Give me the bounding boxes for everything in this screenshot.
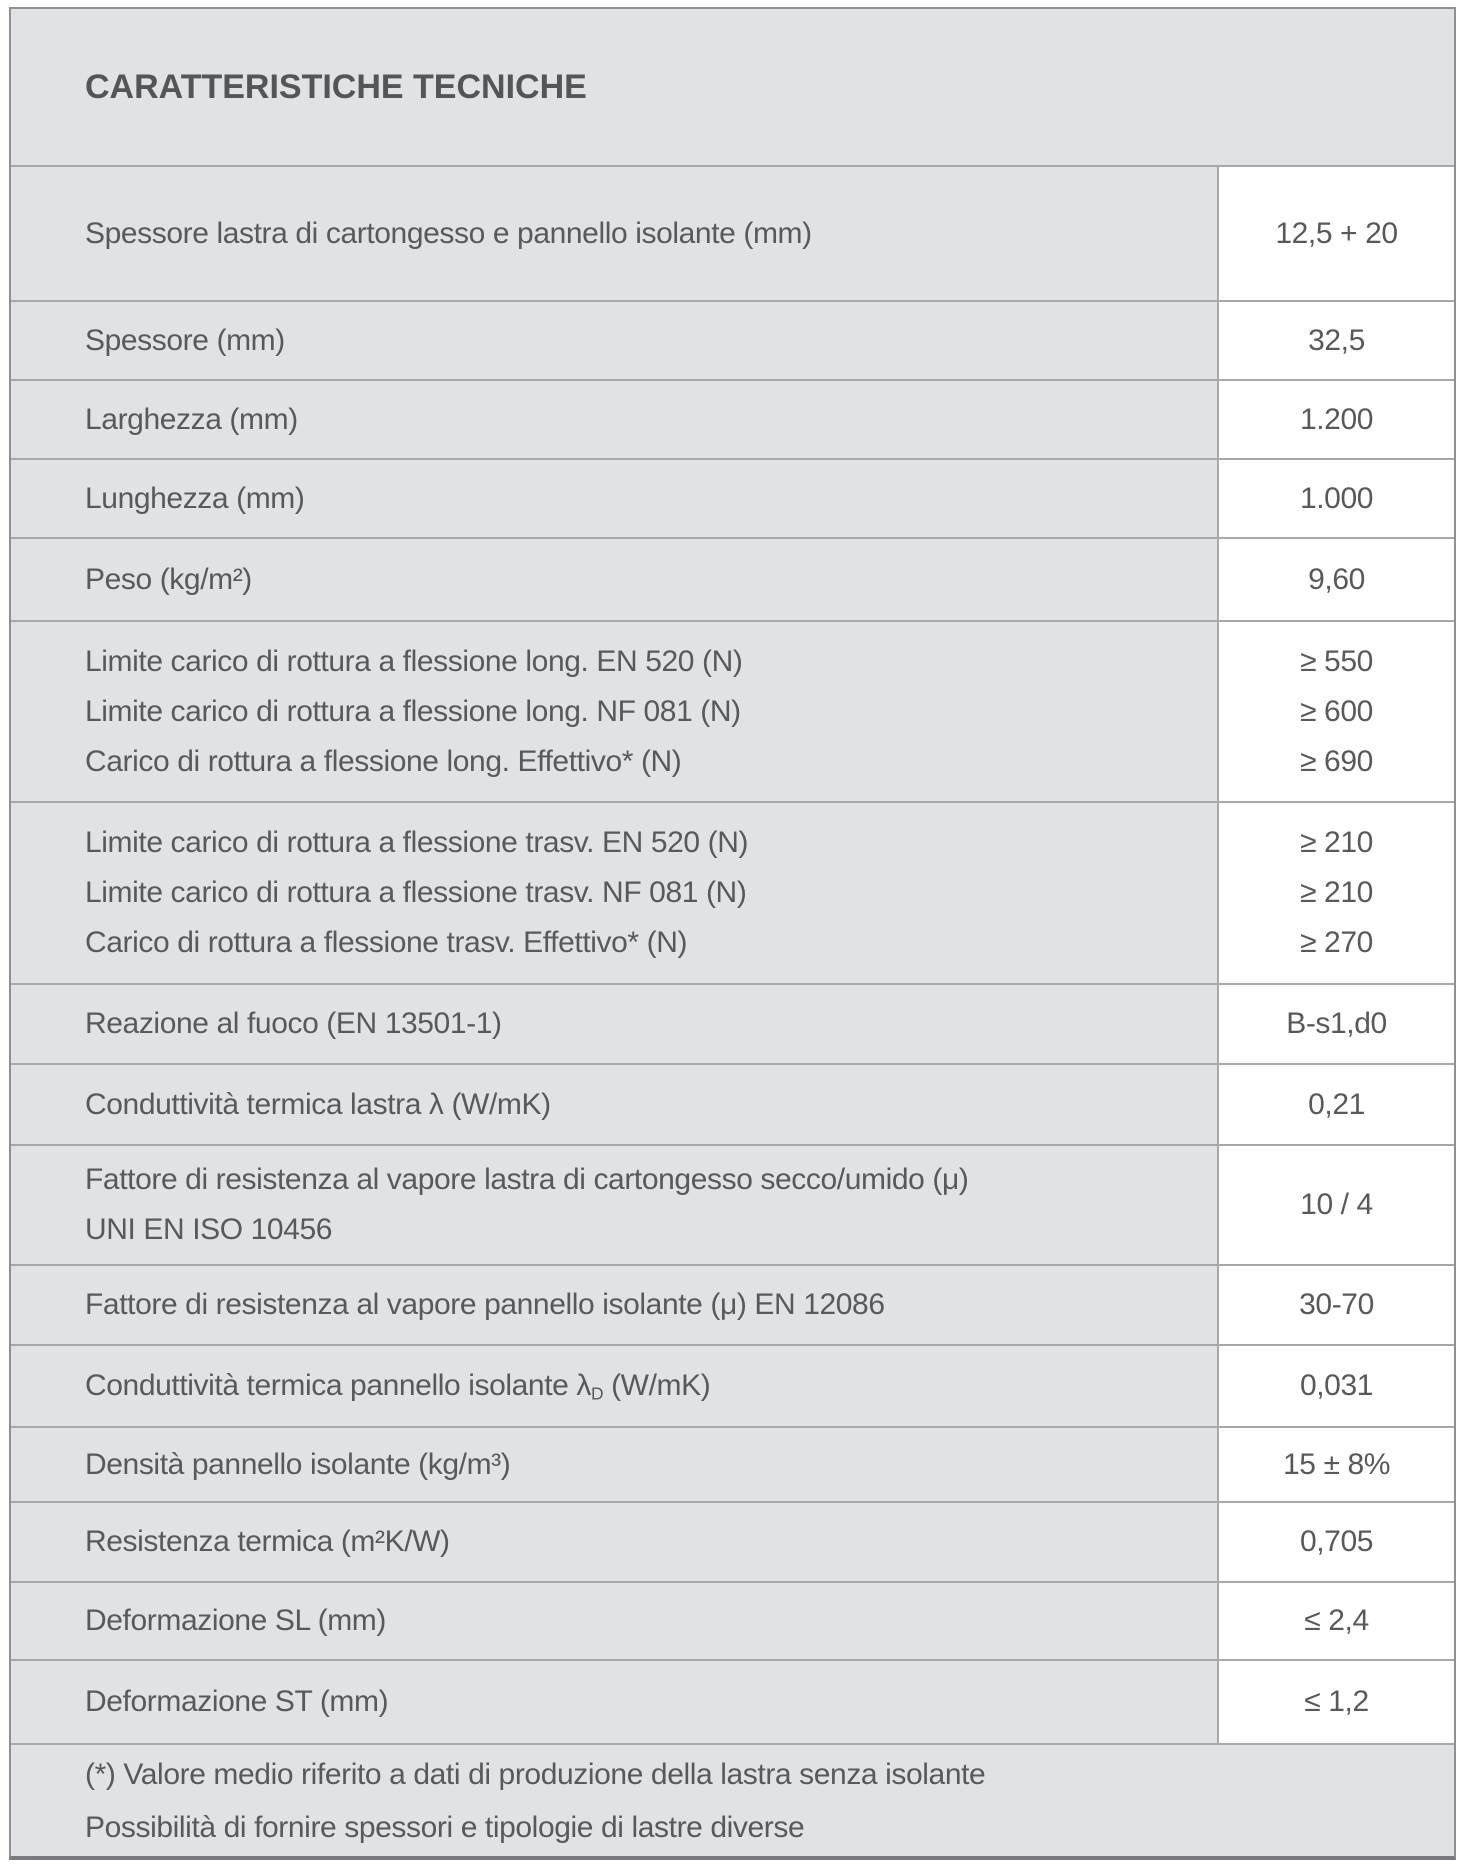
row-label: Spessore (mm) — [11, 302, 1219, 379]
table-header — [11, 9, 1454, 165]
row-value: 0,21 — [1219, 1065, 1454, 1144]
row-value: ≥ 210 ≥ 210 ≥ 270 — [1219, 803, 1454, 983]
table-row-spessore-lastra-pannello — [11, 165, 1454, 300]
label-text: (W/mK) — [603, 1369, 711, 1402]
row-value: 0,705 — [1219, 1503, 1454, 1581]
row-value: 30-70 — [1219, 1266, 1454, 1344]
table-row-spessore — [11, 300, 1454, 379]
row-value: 12,5 + 20 — [1219, 167, 1454, 300]
table-row-lunghezza — [11, 458, 1454, 537]
row-label: Limite carico di rottura a flessione long. EN 520 (N) Limite carico di rottura a flessione long. NF 081 (N) Carico di rottura a flessione long. Effettivo* (N) — [11, 622, 1219, 801]
row-value: 1.000 — [1219, 460, 1454, 537]
row-label: Lunghezza (mm) — [11, 460, 1219, 537]
table-row-fattore-vapore-lastra — [11, 1144, 1454, 1264]
table-row-densita-pannello — [11, 1426, 1454, 1501]
row-value: 10 / 4 — [1219, 1146, 1454, 1264]
row-value: 32,5 — [1219, 302, 1454, 379]
table-footnote — [11, 1743, 1454, 1856]
row-label: Deformazione SL (mm) — [11, 1583, 1219, 1659]
page-title: CARATTERISTICHE TECNICHE — [85, 67, 587, 106]
row-value: 9,60 — [1219, 539, 1454, 620]
row-value: 0,031 — [1219, 1346, 1454, 1426]
footnote-line: Possibilità di fornire spessori e tipologie di lastre diverse — [85, 1810, 805, 1844]
table-row-peso — [11, 537, 1454, 620]
row-value: 1.200 — [1219, 381, 1454, 458]
row-value: B-s1,d0 — [1219, 985, 1454, 1063]
row-label: Deformazione ST (mm) — [11, 1661, 1219, 1743]
table-row-deformazione-st — [11, 1659, 1454, 1743]
row-label: Conduttività termica lastra λ (W/mK) — [11, 1065, 1219, 1144]
table-row-larghezza — [11, 379, 1454, 458]
row-label: Resistenza termica (m²K/W) — [11, 1503, 1219, 1581]
technical-characteristics-table — [9, 7, 1456, 1860]
table-row-flessione-longitudinale — [11, 620, 1454, 801]
table-row-fattore-vapore-pannello — [11, 1264, 1454, 1344]
row-label: Fattore di resistenza al vapore lastra di cartongesso secco/umido (μ) UNI EN ISO 10456 — [11, 1146, 1219, 1264]
lambda-subscript: D — [590, 1383, 604, 1404]
label-text: Conduttività termica pannello isolante λ — [85, 1369, 591, 1402]
row-label: Peso (kg/m²) — [11, 539, 1219, 620]
row-value: ≤ 2,4 — [1219, 1583, 1454, 1659]
table-row-reazione-al-fuoco — [11, 983, 1454, 1063]
row-label: Spessore lastra di cartongesso e pannello isolante (mm) — [11, 167, 1219, 300]
row-label: Reazione al fuoco (EN 13501-1) — [11, 985, 1219, 1063]
row-label: Larghezza (mm) — [11, 381, 1219, 458]
table-row-conduttivita-lastra — [11, 1063, 1454, 1144]
row-label: Limite carico di rottura a flessione trasv. EN 520 (N) Limite carico di rottura a flessione trasv. NF 081 (N) Carico di rottura a flessione trasv. Effettivo* (N) — [11, 803, 1219, 983]
footnote-line: (*) Valore medio riferito a dati di produzione della lastra senza isolante — [85, 1757, 986, 1791]
table-row-resistenza-termica — [11, 1501, 1454, 1581]
row-value: ≤ 1,2 — [1219, 1661, 1454, 1743]
row-label — [11, 1346, 1219, 1426]
table-row-flessione-trasversale — [11, 801, 1454, 983]
row-value: 15 ± 8% — [1219, 1428, 1454, 1501]
row-value: ≥ 550 ≥ 600 ≥ 690 — [1219, 622, 1454, 801]
row-label: Fattore di resistenza al vapore pannello isolante (μ) EN 12086 — [11, 1266, 1219, 1344]
table-row-deformazione-sl — [11, 1581, 1454, 1659]
table-row-conduttivita-pannello — [11, 1344, 1454, 1426]
row-label: Densità pannello isolante (kg/m³) — [11, 1428, 1219, 1501]
